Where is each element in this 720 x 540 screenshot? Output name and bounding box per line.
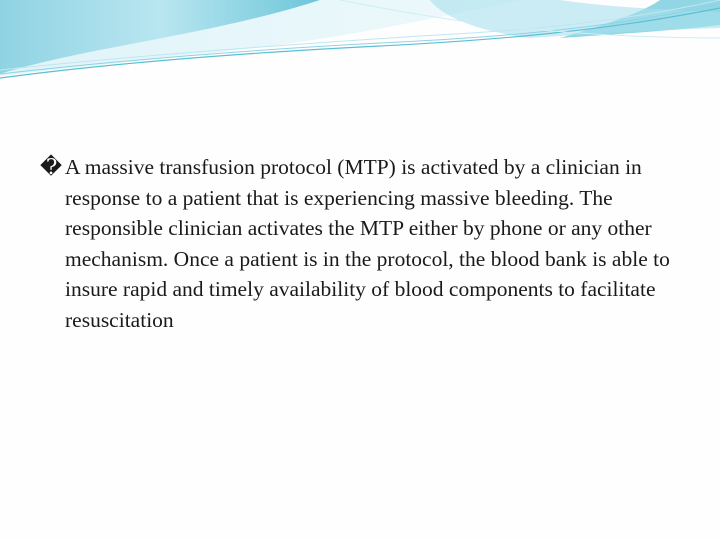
- slide-body: [40, 152, 690, 335]
- header-wave-decoration: [0, 0, 720, 90]
- bullet-text: A massive transfusion protocol (MTP) is activated by a clinician in response to a patient that is experiencing massive bleeding. The responsible clinician activates the MTP either by phone or any other mechanism. Once a patient is in the protocol, the blood bank is able to insure rapid and timely availability of blood components to facilitate resuscitation: [65, 155, 670, 332]
- bullet-paragraph: [40, 152, 690, 335]
- bullet-glyph: �: [40, 155, 63, 179]
